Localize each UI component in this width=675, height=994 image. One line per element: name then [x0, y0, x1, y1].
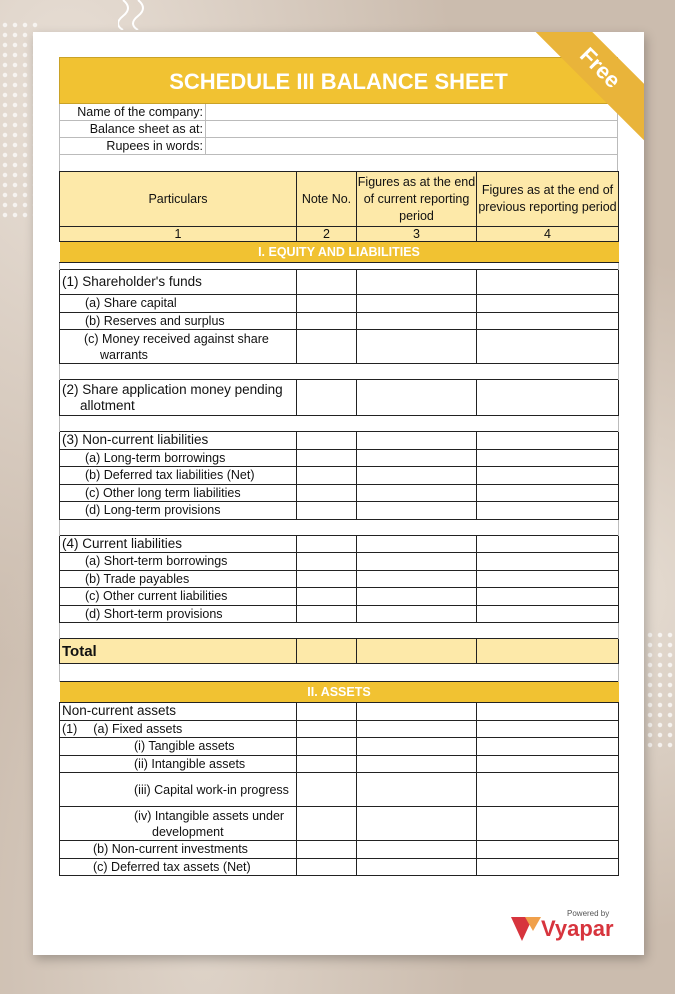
note-cell[interactable]	[297, 330, 357, 364]
note-cell[interactable]	[297, 773, 357, 807]
previous-cell[interactable]	[477, 755, 619, 773]
asset-group-number: (1)	[62, 721, 78, 736]
note-cell[interactable]	[297, 312, 357, 330]
current-cell[interactable]	[357, 449, 477, 467]
note-cell[interactable]	[297, 484, 357, 502]
note-cell[interactable]	[297, 502, 357, 520]
row-label: (a) Long-term borrowings	[60, 449, 297, 467]
row-label: (b) Deferred tax liabilities (Net)	[60, 467, 297, 485]
previous-cell[interactable]	[477, 841, 619, 859]
header-previous: Figures as at the end of previous reporting period	[477, 172, 619, 227]
current-cell[interactable]	[357, 720, 477, 738]
row-label: (d) Long-term provisions	[60, 502, 297, 520]
vyapar-logo-icon	[511, 913, 541, 943]
current-cell[interactable]	[357, 270, 477, 295]
note-cell[interactable]	[297, 738, 357, 756]
previous-cell[interactable]	[477, 858, 619, 876]
total-note-cell[interactable]	[297, 639, 357, 664]
current-cell[interactable]	[357, 330, 477, 364]
previous-cell[interactable]	[477, 588, 619, 606]
vyapar-logo-text: Vyapar	[541, 916, 614, 941]
previous-cell[interactable]	[477, 484, 619, 502]
row-label: (ii) Intangible assets	[60, 755, 297, 773]
current-cell[interactable]	[357, 535, 477, 553]
note-cell[interactable]	[297, 295, 357, 313]
note-cell[interactable]	[297, 535, 357, 553]
balance-sheet	[59, 57, 618, 876]
current-cell[interactable]	[357, 738, 477, 756]
powered-by-text: Powered by	[567, 909, 610, 918]
note-cell[interactable]	[297, 703, 357, 721]
squiggle-decoration	[118, 0, 158, 30]
previous-cell[interactable]	[477, 720, 619, 738]
note-cell[interactable]	[297, 605, 357, 623]
info-row-rupees	[59, 138, 618, 155]
col-number: 2	[297, 227, 357, 242]
row-label: (c) Money received against share warrants	[60, 330, 297, 364]
current-cell[interactable]	[357, 380, 477, 416]
note-cell[interactable]	[297, 755, 357, 773]
row-label: (1) Shareholder's funds	[60, 270, 297, 295]
previous-cell[interactable]	[477, 535, 619, 553]
col-number: 1	[60, 227, 297, 242]
current-cell[interactable]	[357, 773, 477, 807]
current-cell[interactable]	[357, 295, 477, 313]
current-cell[interactable]	[357, 858, 477, 876]
company-label: Name of the company:	[59, 104, 206, 120]
info-row-date	[59, 121, 618, 138]
current-cell[interactable]	[357, 841, 477, 859]
note-cell[interactable]	[297, 858, 357, 876]
previous-cell[interactable]	[477, 312, 619, 330]
current-cell[interactable]	[357, 502, 477, 520]
note-cell[interactable]	[297, 807, 357, 841]
date-field[interactable]	[206, 121, 618, 137]
note-cell[interactable]	[297, 841, 357, 859]
header-current: Figures as at the end of current reporting period	[357, 172, 477, 227]
rupees-field[interactable]	[206, 138, 618, 154]
current-cell[interactable]	[357, 755, 477, 773]
row-label	[60, 720, 297, 738]
company-field[interactable]	[206, 104, 618, 120]
previous-cell[interactable]	[477, 330, 619, 364]
row-label: (i) Tangible assets	[60, 738, 297, 756]
current-cell[interactable]	[357, 703, 477, 721]
note-cell[interactable]	[297, 720, 357, 738]
row-label: (d) Short-term provisions	[60, 605, 297, 623]
row-label: (c) Other long term liabilities	[60, 484, 297, 502]
previous-cell[interactable]	[477, 467, 619, 485]
current-cell[interactable]	[357, 312, 477, 330]
fixed-assets-label: (a) Fixed assets	[93, 721, 183, 736]
note-cell[interactable]	[297, 553, 357, 571]
previous-cell[interactable]	[477, 807, 619, 841]
current-cell[interactable]	[357, 807, 477, 841]
previous-cell[interactable]	[477, 432, 619, 450]
note-cell[interactable]	[297, 449, 357, 467]
row-label: Non-current assets	[60, 703, 297, 721]
previous-cell[interactable]	[477, 773, 619, 807]
spacer	[59, 155, 618, 171]
template-page	[33, 32, 644, 955]
row-label: (2) Share application money pending allotment	[60, 380, 297, 416]
note-cell[interactable]	[297, 467, 357, 485]
current-cell[interactable]	[357, 484, 477, 502]
date-label: Balance sheet as at:	[59, 121, 206, 137]
note-cell[interactable]	[297, 570, 357, 588]
previous-cell[interactable]	[477, 553, 619, 571]
col-number: 4	[477, 227, 619, 242]
row-label: (b) Non-current investments	[60, 841, 297, 859]
total-current-cell[interactable]	[357, 639, 477, 664]
vyapar-logo	[511, 907, 621, 947]
header-particulars: Particulars	[60, 172, 297, 227]
note-cell[interactable]	[297, 432, 357, 450]
row-label: (a) Short-term borrowings	[60, 553, 297, 571]
row-label: (4) Current liabilities	[60, 535, 297, 553]
current-cell[interactable]	[357, 605, 477, 623]
sheet-title: SCHEDULE III BALANCE SHEET	[59, 57, 618, 104]
current-cell[interactable]	[357, 570, 477, 588]
note-cell[interactable]	[297, 588, 357, 606]
header-note: Note No.	[297, 172, 357, 227]
row-label: (iv) Intangible assets under development	[60, 807, 297, 841]
section-assets: II. ASSETS	[60, 682, 619, 703]
row-label: (c) Other current liabilities	[60, 588, 297, 606]
current-cell[interactable]	[357, 588, 477, 606]
previous-cell[interactable]	[477, 703, 619, 721]
previous-cell[interactable]	[477, 270, 619, 295]
total-label: Total	[60, 639, 297, 664]
row-label: (b) Trade payables	[60, 570, 297, 588]
rupees-label: Rupees in words:	[59, 138, 206, 154]
row-label: (iii) Capital work-in progress	[60, 773, 297, 807]
free-ribbon: Free	[515, 32, 644, 153]
previous-cell[interactable]	[477, 502, 619, 520]
row-label: (3) Non-current liabilities	[60, 432, 297, 450]
current-cell[interactable]	[357, 553, 477, 571]
current-cell[interactable]	[357, 467, 477, 485]
previous-cell[interactable]	[477, 295, 619, 313]
col-number: 3	[357, 227, 477, 242]
balance-table	[59, 171, 619, 876]
total-previous-cell[interactable]	[477, 639, 619, 664]
current-cell[interactable]	[357, 432, 477, 450]
row-label: (a) Share capital	[60, 295, 297, 313]
note-cell[interactable]	[297, 380, 357, 416]
previous-cell[interactable]	[477, 605, 619, 623]
note-cell[interactable]	[297, 270, 357, 295]
previous-cell[interactable]	[477, 449, 619, 467]
row-label: (b) Reserves and surplus	[60, 312, 297, 330]
previous-cell[interactable]	[477, 380, 619, 416]
section-equity-liabilities: I. EQUITY AND LIABILITIES	[60, 242, 619, 263]
previous-cell[interactable]	[477, 570, 619, 588]
row-label: (c) Deferred tax assets (Net)	[60, 858, 297, 876]
info-row-company	[59, 104, 618, 121]
previous-cell[interactable]	[477, 738, 619, 756]
